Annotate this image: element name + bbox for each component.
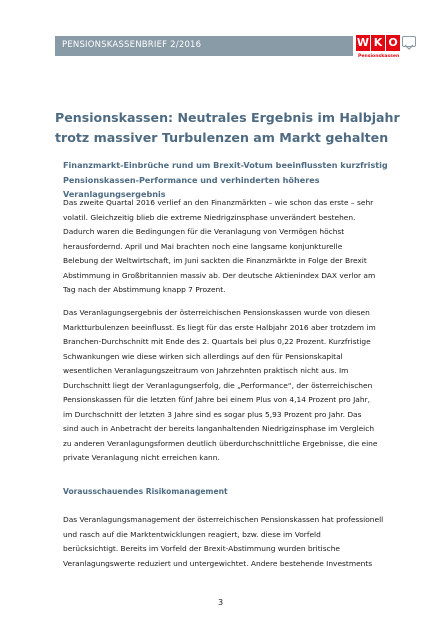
paragraph-3 bbox=[63, 513, 388, 571]
text-line: Branchen-Durchschnitt mit Ende des 2. Quartals bei plus 0,22 Prozent. Kurzfristige bbox=[63, 337, 371, 346]
eagle-icon bbox=[402, 36, 416, 47]
text-line: und rasch auf die Marktentwicklungen reagiert, bzw. diese im Vorfeld bbox=[63, 529, 321, 539]
text-line: wesentlichen Veranlagungszeitraum von Jahrzehnten praktisch nicht aus. Im bbox=[63, 366, 349, 375]
text-line: Tag nach der Abstimmung knapp 7 Prozent. bbox=[63, 285, 226, 294]
text-line: Schwankungen wie diese wirken sich allerdings auf den für Pensionskapital bbox=[63, 351, 343, 361]
page-number: 3 bbox=[217, 598, 224, 607]
text-line: Das zweite Quartal 2016 verlief an den Finanzmärkten – wie schon das erste – sehr bbox=[63, 198, 374, 207]
paragraph-2 bbox=[63, 306, 388, 466]
text-line: Durchschnitt liegt der Veranlagungserfolg, die „Performance“, der österreichischen bbox=[63, 380, 373, 390]
logo-letter-k: K bbox=[371, 35, 385, 51]
text-line: volatil. Gleichzeitig blieb die extreme Niedrigzinsphase unverändert bestehen. bbox=[63, 212, 356, 222]
text-line: im Durchschnitt der letzten 3 Jahre sind es sogar plus 5,93 Prozent pro Jahr. Das bbox=[63, 409, 362, 419]
newsletter-label: PENSIONSKASSENBRIEF 2/2016 bbox=[62, 40, 202, 50]
text-line: zu anderen Veranlagungsformen deutlich überdurchschnittliche Ergebnisse, die eine bbox=[63, 438, 378, 448]
logo-letter-o: O bbox=[386, 35, 400, 51]
logo-subtitle: Pensionskassen bbox=[358, 54, 400, 59]
text-line: sind auch in Anbetracht der bereits langanhaltenden Niedrigzinsphase im Vergleich bbox=[63, 424, 375, 433]
text-line: Das Veranlagungsmanagement der österreichischen Pensionskassen hat professionell bbox=[63, 515, 384, 524]
text-line: Pensionskassen für die letzten fünf Jahre bei einem Plus von 4,14 Prozent pro Jahr, bbox=[63, 395, 370, 404]
article-title: Pensionskassen: Neutrales Ergebnis im Halbjahr trotz massiver Turbulenzen am Markt gehalten bbox=[55, 110, 400, 145]
section-heading: Vorausschauendes Risikomanagement bbox=[63, 487, 228, 496]
text-line: Das Veranlagungsergebnis der österreichischen Pensionskassen wurde von diesen bbox=[63, 308, 370, 317]
wko-logo bbox=[356, 35, 414, 71]
text-line: private Veranlagung nicht erreichen kann. bbox=[63, 453, 220, 462]
logo-letter-w: W bbox=[356, 36, 370, 49]
article-subtitle: Finanzmarkt-Einbrüche rund um Brexit-Votum beeinflussten kurzfristig Pensionskassen-Performance und verhinderten höheres Veranlagungsergebnis bbox=[63, 160, 388, 200]
text-line: Dadurch waren die Bedingungen für die Veranlagung von Vermögen höchst bbox=[63, 227, 345, 236]
text-line: herausfordernd. April und Mai brachten noch eine langsame konjunkturelle bbox=[63, 241, 343, 251]
text-line: berücksichtigt. Bereits im Vorfeld der Brexit-Abstimmung wurden britische bbox=[63, 544, 340, 553]
text-line: Abstimmung in Großbritannien massiv ab. Der deutsche Aktienindex DAX verlor am bbox=[63, 270, 376, 280]
text-line: Veranlagungswerte reduziert und untergewichtet. Andere bestehende Investments bbox=[63, 558, 373, 568]
text-line: Belebung der Weltwirtschaft, im Juni sackten die Finanzmärkte in Folge der Brexit bbox=[63, 256, 367, 265]
text-line: Marktturbulenzen beeinflusst. Es liegt für das erste Halbjahr 2016 aber trotzdem im bbox=[63, 322, 376, 332]
paragraph-1 bbox=[63, 196, 388, 298]
